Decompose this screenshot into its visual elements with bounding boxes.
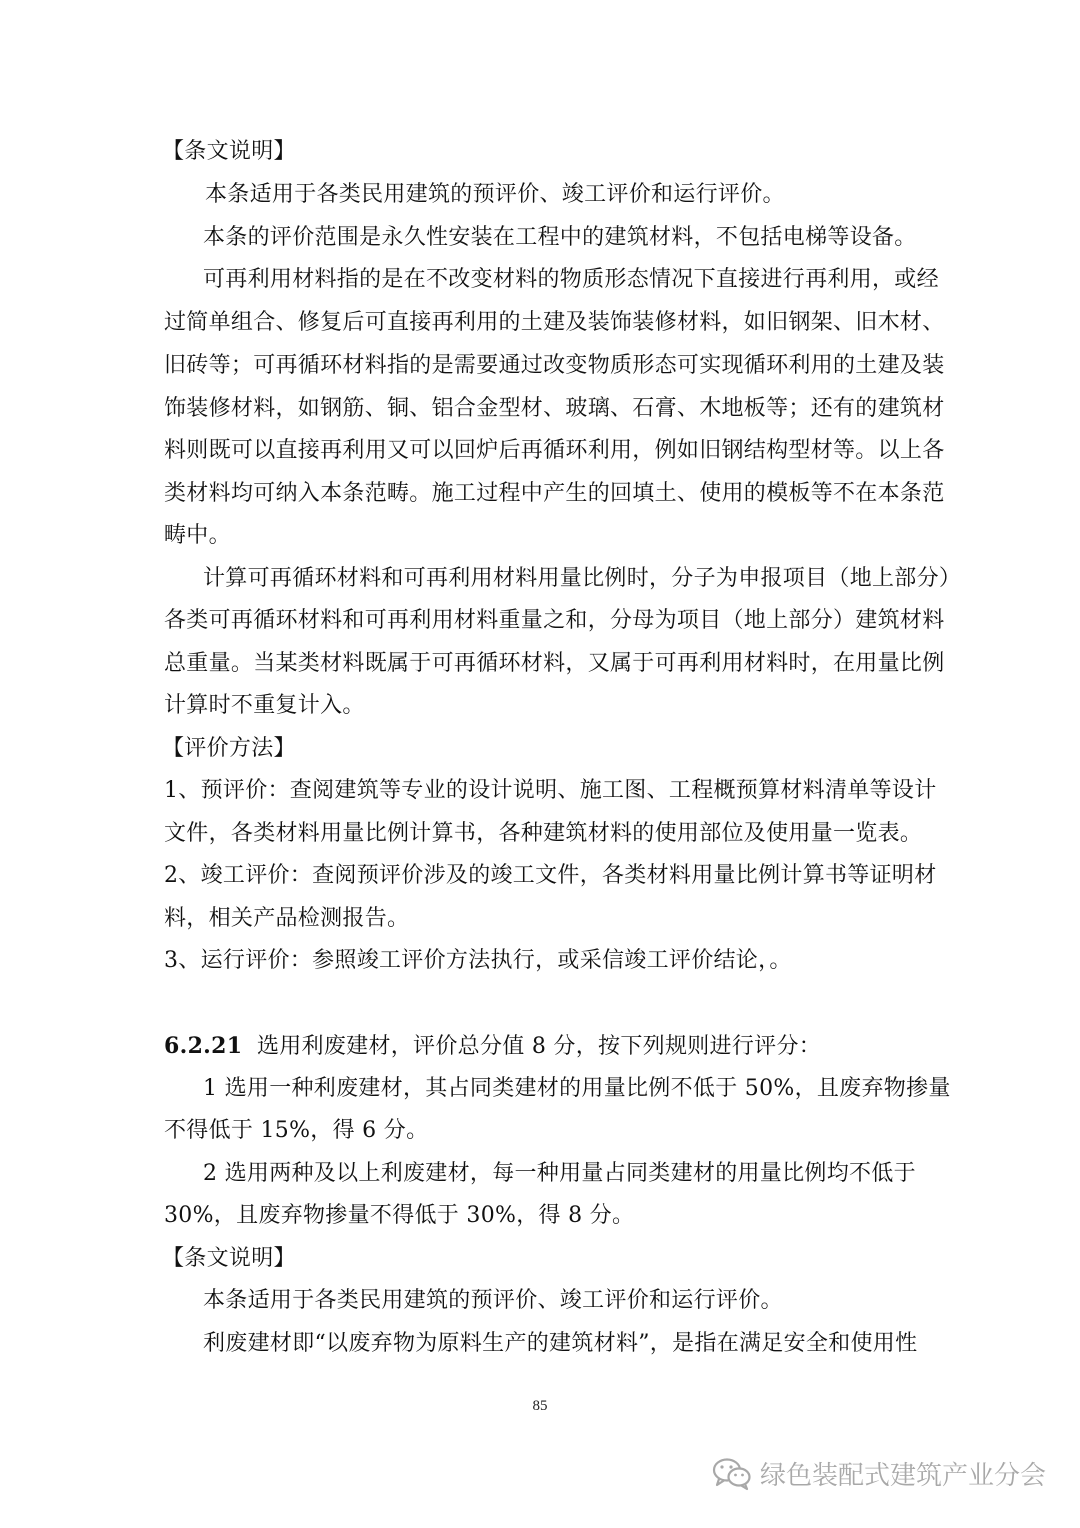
paragraph-line: 饰装修材料，如钢筋、铜、铝合金型材、玻璃、石膏、木地板等；还有的建筑材 xyxy=(164,396,945,421)
list-item: 3、运行评价：参照竣工评价方法执行，或采信竣工评价结论，。 xyxy=(164,948,792,973)
paragraph-line: 畴中。 xyxy=(164,523,231,548)
clause-line xyxy=(164,1032,821,1061)
paragraph-line: 类材料均可纳入本条范畴。施工过程中产生的回填土、使用的模板等不在本条范 xyxy=(164,481,945,506)
section-heading: 【评价方法】 xyxy=(162,736,296,761)
rule-line: 不得低于 15%，得 6 分。 xyxy=(164,1118,429,1143)
rule-line: 30%，且废弃物掺量不得低于 30%，得 8 分。 xyxy=(164,1203,635,1228)
paragraph-line: 料则既可以直接再利用又可以回炉后再循环利用，例如旧钢结构型材等。以上各 xyxy=(164,438,945,463)
list-item-continuation: 文件，各类材料用量比例计算书，各种建筑材料的使用部位及使用量一览表。 xyxy=(164,821,923,846)
paragraph-line: 本条适用于各类民用建筑的预评价、竣工评价和运行评价。 xyxy=(205,182,785,207)
page-number: 85 xyxy=(532,1398,548,1414)
paragraph-line: 计算时不重复计入。 xyxy=(164,693,365,718)
paragraph-line: 可再利用材料指的是在不改变材料的物质形态情况下直接进行再利用，或经 xyxy=(203,267,939,292)
paragraph-line: 旧砖等；可再循环材料指的是需要通过改变物质形态可实现循环利用的土建及装 xyxy=(164,353,945,378)
clause-text: 选用利废建材，评价总分值 8 分，按下列规则进行评分： xyxy=(256,1034,822,1059)
list-item: 2、竣工评价：查阅预评价涉及的竣工文件，各类材料用量比例计算书等证明材 xyxy=(164,863,937,888)
watermark-text: 绿色装配式建筑产业分会 xyxy=(759,1461,1046,1491)
paragraph-line: 利废建材即“以废弃物为原料生产的建筑材料”，是指在满足安全和使用性 xyxy=(203,1331,918,1356)
paragraph-line: 本条适用于各类民用建筑的预评价、竣工评价和运行评价。 xyxy=(203,1288,783,1313)
list-item-continuation: 料，相关产品检测报告。 xyxy=(164,906,410,931)
paragraph-line: 总重量。当某类材料既属于可再循环材料，又属于可再利用材料时，在用量比例 xyxy=(164,651,945,676)
paragraph-line: 过简单组合、修复后可直接再利用的土建及装饰装修材料，如旧钢架、旧木材、 xyxy=(164,310,945,335)
wechat-icon xyxy=(712,1457,752,1491)
rule-line: 2 选用两种及以上利废建材，每一种用量占同类建材的用量比例均不低于 xyxy=(203,1161,916,1186)
section-heading: 【条文说明】 xyxy=(162,139,296,164)
list-item: 1、预评价：查阅建筑等专业的设计说明、施工图、工程概预算材料清单等设计 xyxy=(164,778,937,803)
paragraph-line: 计算可再循环材料和可再利用材料用量比例时，分子为申报项目（地上部分） xyxy=(203,566,962,591)
rule-line: 1 选用一种利废建材，其占同类建材的用量比例不低于 50%，且废弃物掺量 xyxy=(203,1076,951,1101)
paragraph-line: 本条的评价范围是永久性安装在工程中的建筑材料，不包括电梯等设备。 xyxy=(203,225,917,250)
clause-number: 6.2.21 xyxy=(164,1033,243,1059)
paragraph-line: 各类可再循环材料和可再利用材料重量之和，分母为项目（地上部分）建筑材料 xyxy=(164,608,945,633)
section-heading: 【条文说明】 xyxy=(162,1246,296,1271)
watermark xyxy=(712,1455,1046,1492)
